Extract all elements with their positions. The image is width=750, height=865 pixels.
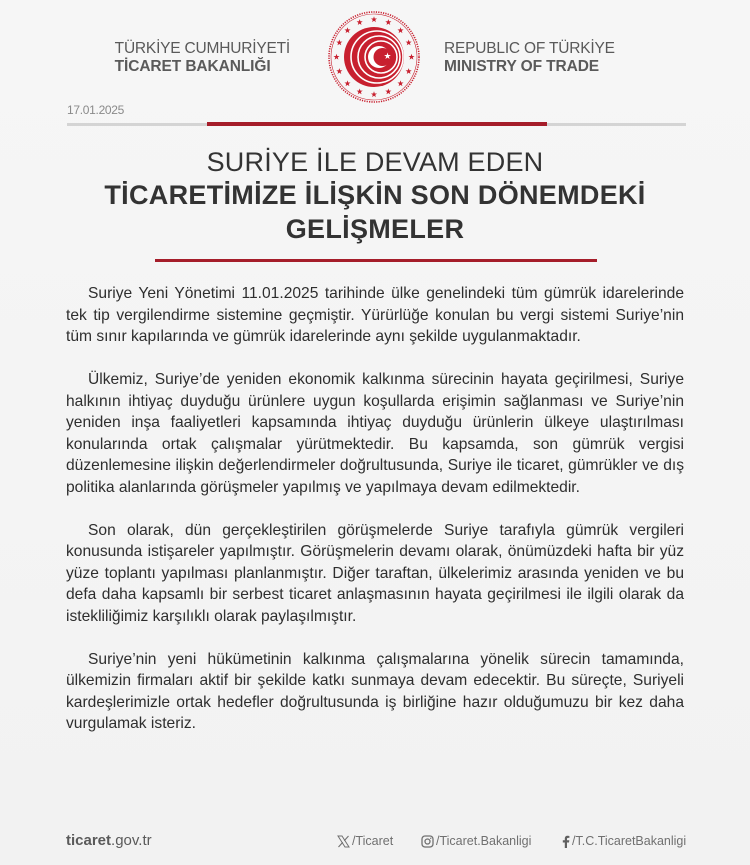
footer [0, 830, 750, 854]
emblem-star [344, 80, 350, 86]
emblem-star [371, 91, 377, 97]
emblem-star [344, 27, 350, 33]
website-domain-bold: ticaret [66, 832, 112, 849]
instagram-logo-icon [421, 835, 434, 848]
x-social-link[interactable] [337, 834, 393, 848]
header-right-title [444, 40, 615, 76]
title-line-2: TİCARETİMİZE İLİŞKİN SON DÖNEMDEKİ [104, 180, 646, 210]
ministry-emblem-icon [327, 10, 421, 104]
title-line-3: GELİŞMELER [285, 214, 465, 244]
title-line-1: SURİYE İLE DEVAM EDEN [206, 147, 544, 177]
x-handle: /Ticaret [352, 834, 394, 848]
header-divider-accent [207, 122, 547, 126]
emblem-star [357, 19, 363, 25]
emblem-star [371, 16, 377, 22]
body-paragraph: Son olarak, dün gerçekleştirilen görüşmelerde Suriye tarafıyla gümrük vergileri konusunda istişareler yapılmıştır. Görüşmelerin devamı olarak, önümüzdeki hafta bir yüz yüze toplantı yapılması planlanmıştır. Diğer taraftan, ülkelerimiz arasında yeniden ve bu defa daha kapsamlı bir serbest ticaret anlaşmasının hayata geçirilmesi ile ilgili olarak da istekliliğimiz karşılıklı olarak paylaşılmıştır. [66, 521, 684, 625]
emblem-star [357, 88, 363, 94]
emblem-star [385, 88, 391, 94]
body-paragraph: Suriye Yeni Yönetimi 11.01.2025 tarihinde ülke genelindeki tüm gümrük idarelerinde tek tip vergilendirme sistemine geçmiştir. Yürürlüğe konulan bu vergi sistemi Suriye’nin tüm sınır kapılarında ve gümrük idarelerinde aynı şekilde uygulanmaktadır. [66, 285, 684, 345]
header-republic-en: REPUBLIC OF TÜRKİYE [444, 40, 615, 57]
release-date: 17.01.2025 [67, 103, 125, 117]
emblem-star [336, 68, 342, 74]
header-left-title [115, 40, 290, 76]
header-ministry-tr: TİCARET BAKANLIĞI [114, 58, 271, 75]
press-release-body [66, 283, 684, 756]
x-logo-icon [337, 835, 350, 848]
emblem-star [397, 80, 403, 86]
instagram-handle: /Ticaret.Bakanligi [436, 834, 532, 848]
title-underline [155, 259, 597, 262]
header-ministry-en: MINISTRY OF TRADE [444, 58, 600, 75]
emblem-star [397, 27, 403, 33]
facebook-logo-icon [561, 835, 570, 848]
facebook-social-link[interactable] [561, 834, 686, 848]
website-domain-rest: .gov.tr [111, 832, 152, 849]
header-republic-tr: TÜRKİYE CUMHURİYETİ [114, 40, 290, 57]
body-paragraph: Ülkemiz, Suriye’de yeniden ekonomik kalkınma sürecinin hayata geçirilmesi, Suriye halkının ihtiyaç duyduğu ürünlere uygun koşullarda erişimin sağlanması ve Suriye’nin yeniden inşa faaliyetleri kapsamında ihtiyaç duyduğu ürünlerin ülkeye ulaştırılması konularında ortak çalışmalar yürütmektedir. Bu kapsamda, son gümrük vergisi düzenlemesine ilişkin değerlendirmeler doğrultusunda, Suriye ile ticaret, gümrükler ve dış politika alanlarında görüşmeler yapılmış ve yapılmaya devam edilmektedir. [66, 371, 684, 496]
website-link[interactable] [66, 832, 152, 849]
facebook-handle: /T.C.TicaretBakanligi [572, 834, 687, 848]
emblem-star [385, 19, 391, 25]
emblem-star [336, 39, 342, 45]
emblem-star [333, 54, 339, 60]
instagram-social-link[interactable] [421, 834, 531, 848]
body-paragraph: Suriye’nin yeni hükümetinin kalkınma çalışmalarına yönelik sürecin tamamında, ülkemizin firmaları aktif bir şekilde katkı sunmaya devam edecektir. Bu süreçte, Suriyeli kardeşlerimizle ortak hedefler doğrultusunda iş birliğine hazır olduğumuzu bir kez daha vurgulamak isteriz. [66, 650, 684, 732]
